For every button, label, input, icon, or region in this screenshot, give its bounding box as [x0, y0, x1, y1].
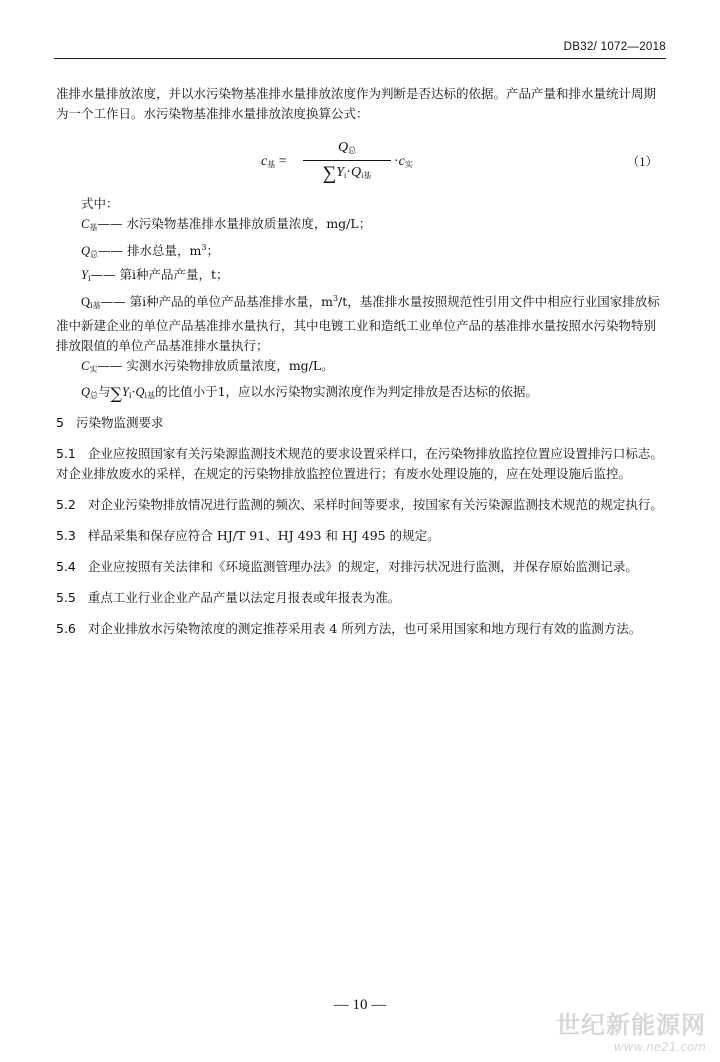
clause-5-3: 5.3 样品采集和保存应符合 HJ/T 91、HJ 493 和 HJ 495 的规定。 — [56, 528, 440, 544]
clause-5-2: 5.2 对企业污染物排放情况进行监测的频次、采样时间等要求，按国家有关污染源监测技术规范的规定执行。 — [56, 497, 663, 513]
clause-5-5: 5.5 重点工业行业企业产品产量以法定月报表或年报表为准。 — [56, 590, 401, 606]
where-item: $Q_{i基}——$ 第i种产品的单位产品基准排水量，$m^3/t$，基准排水量按照规范性引用文件中相应行业国家排放标准中新建企业的单位产品基准排水量执行，其中电镀工业和造纸工业单位产品的基准排水量按照水污染物特别排放限值的单位产品基准排水量执行； — [56, 294, 660, 354]
ratio-note: $Q_总$与$\sum Y_i\cdot Q_{i基}$的比值小于1，应以水污染物实测浓度作为判定排放是否达标的依据。 — [81, 384, 539, 404]
where-item: $C_基——$ 水污染物基准排水量排放质量浓度，mg/L； — [81, 216, 372, 232]
page-content — [56, 84, 666, 639]
formula-denominator: $\sum Y_i\cdot Q_{i基}$ — [322, 163, 372, 184]
header-rule — [54, 58, 666, 59]
formula-lhs: $c_基$ = — [261, 154, 287, 169]
intro-paragraph: 准排水量排放浓度，并以水污染物基准排水量排放浓度作为判断是否达标的依据。产品产量和排水量统计周期为一个工作日。水污染物基准排水量排放浓度换算公式： — [56, 86, 657, 121]
where-title: 式中： — [81, 196, 119, 211]
formula-expression — [261, 138, 471, 186]
formula-fraction — [303, 138, 391, 186]
where-item: $C_实——$ 实测水污染物排放质量浓度，mg/L。 — [81, 358, 334, 375]
fraction-bar — [303, 160, 391, 161]
page-number: — 10 — — [333, 997, 387, 1013]
formula-1 — [56, 130, 666, 194]
where-item: $Y_i——$ 第i种产品产量，t； — [81, 267, 229, 284]
where-item: $Q_总——$ 排水总量，$m^3$； — [81, 243, 219, 260]
formula-numerator: $Q_总$ — [337, 140, 357, 155]
section-heading: 5 污染物监测要求 — [56, 415, 164, 431]
clause-5-4: 5.4 企业应按照有关法律和《环境监测管理办法》的规定，对排污状况进行监测，并保存原始监测记录。 — [56, 559, 638, 575]
clause-5-6: 5.6 对企业排放水污染物浓度的测定推荐采用表 4 所列方法，也可采用国家和地方现行有效的监测方法。 — [56, 621, 642, 637]
site-watermark: 世纪新能源网 www.ne21.com — [556, 1011, 706, 1054]
document-code: DB32/ 1072—2018 — [563, 41, 666, 53]
clause-5-1: 5.1 企业应按照国家有关污染源监测技术规范的要求设置采样口，在污染物排放监控位置应设置排污口标志。对企业排放废水的采样，在规定的污染物排放监控位置进行；有废水处理设施的，应在处理设施后监控。 — [56, 446, 663, 482]
formula-rhs: $\cdot c_实$ — [394, 154, 413, 169]
formula-number: （1） — [626, 155, 658, 169]
